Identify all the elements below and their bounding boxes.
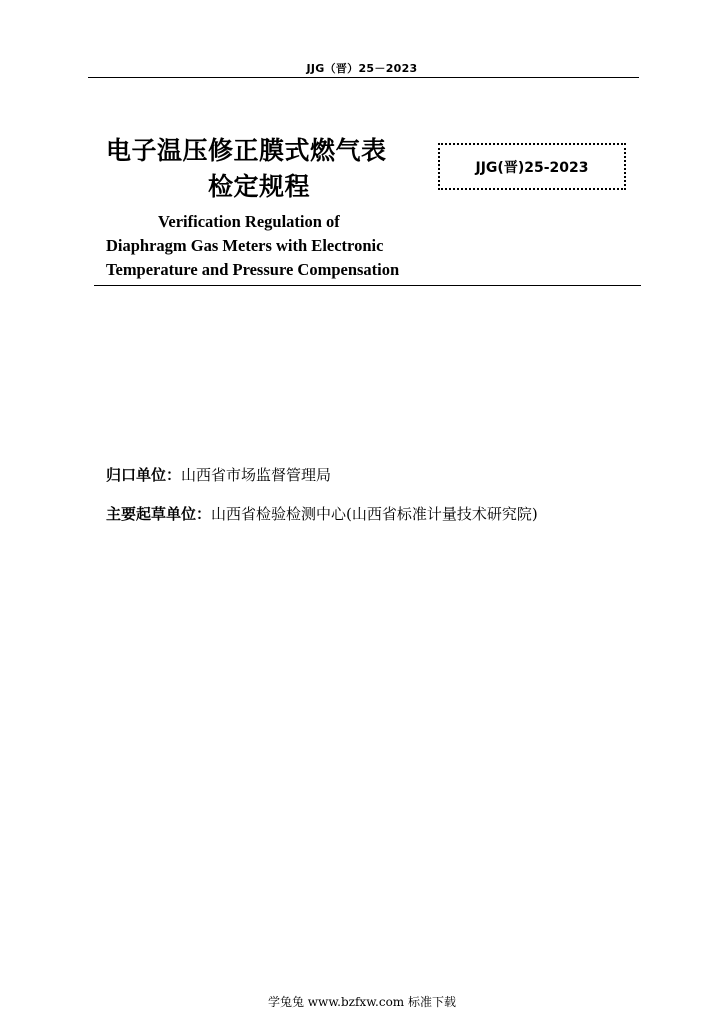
chinese-title-line2: 检定规程 [207, 172, 310, 201]
responsible-unit-value: 山西省市场监督管理局 [181, 466, 332, 484]
header-standard-code: JJG（晋）25－2023 [306, 62, 418, 75]
english-title-line2: Diaphragm Gas Meters with Electronic [106, 236, 384, 255]
drafting-unit-value: 山西省检验检测中心(山西省标准计量技术研究院) [211, 505, 538, 523]
standard-code-box-text: JJG(晋)25-2023 [475, 159, 589, 176]
english-title-line1: Verification Regulation of [158, 212, 340, 231]
drafting-unit [106, 503, 538, 524]
responsible-unit [106, 464, 331, 485]
responsible-unit-label: 归口单位： [106, 466, 182, 484]
footer-watermark-text: 学兔兔 www.bzfxw.com 标准下载 [267, 995, 457, 1009]
chinese-title [106, 133, 406, 205]
chinese-title-line1: 电子温压修正膜式燃气表 [106, 136, 387, 165]
title-divider [94, 285, 641, 286]
drafting-unit-label: 主要起草单位： [106, 505, 212, 523]
english-title [106, 210, 426, 282]
standard-code-box [438, 143, 626, 190]
header-divider [88, 77, 639, 78]
english-title-line3: Temperature and Pressure Compensation [106, 260, 400, 279]
